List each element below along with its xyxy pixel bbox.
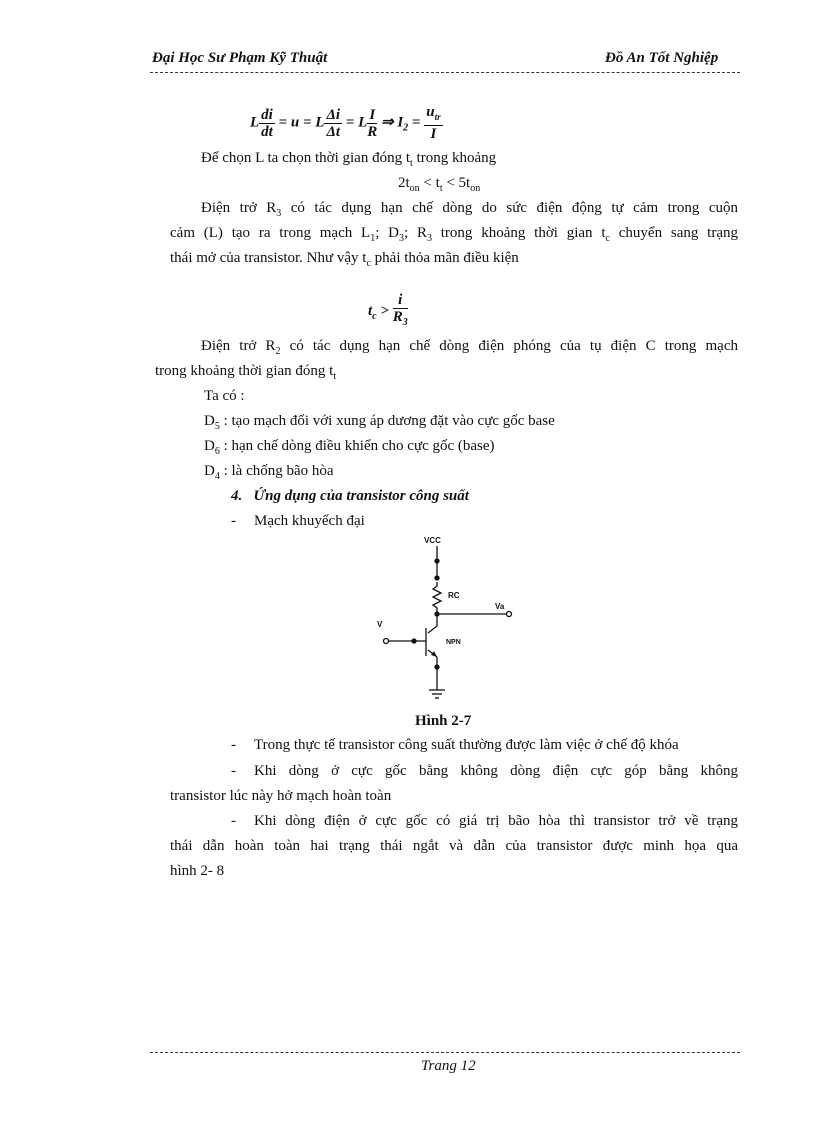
ta-co-label: Ta có : [204, 388, 245, 404]
bullet-item: - Trong thực tế transistor công suất thường được làm việc ở chế độ khóa [231, 737, 679, 753]
va-label: Va [495, 602, 505, 611]
v-label: V [377, 620, 383, 629]
header-left: Đại Học Sư Phạm Kỹ Thuật [152, 50, 328, 66]
bullet-item: - Khi dòng ở cực gốc bằng không dòng điện cực góp bằng không [231, 763, 738, 779]
header-divider [150, 72, 740, 73]
npn-amplifier-circuit [370, 530, 530, 710]
bullet-continuation: thái dẫn hoàn toàn hai trạng thái ngắt và dẫn của transistor được minh họa qua [170, 838, 738, 854]
paragraph-r2-line2: trong khoảng thời gian đóng $t_t$ [155, 363, 337, 382]
npn-label: NPN [446, 639, 461, 646]
section-heading: 4. Ứng dụng của transistor công suất [231, 488, 469, 504]
page-number: Trang 12 [421, 1058, 476, 1074]
bullet-continuation: hình 2- 8 [170, 863, 225, 879]
equation-inductance: L $\frac{di}{dt}$ = u = L $\frac{\Delta i}{\Delta t}$ = L $\frac{I}{R}$ ⇒ $I_2$ = $\frac{u_{tr}}{I}$ [250, 104, 441, 142]
paragraph-choose-l: Để chọn L ta chọn thời gian đóng $t_t$ trong khoảng [201, 150, 497, 169]
bullet-item: - Khi dòng điện ở cực gốc có giá trị bão hòa thì transistor trở về trạng [231, 813, 738, 829]
paragraph-r3-line1: Điện trở $R_3$ có tác dụng hạn chế dòng do sức điện động tự cảm trong cuộn [201, 200, 738, 219]
list-item: $D_6$ : hạn chế dòng điều khiển cho cực gốc (base) [204, 438, 495, 457]
bullet-amplifier: - Mạch khuyếch đại [231, 513, 365, 529]
equation-tc: $t_c$ > $\frac{i}{R_3}$ [368, 292, 408, 328]
paragraph-r3-line3: thái mở của transistor. Như vậy $t_c$ phải thỏa mãn điều kiện [170, 250, 519, 269]
header-right: Đồ An Tốt Nghiệp [605, 50, 719, 66]
inequality-tt: $2t_{on} < t_t < 5t_{on}$ [398, 175, 481, 194]
emitter-arrow-icon [431, 651, 437, 657]
bullet-continuation: transistor lúc này hở mạch hoàn toàn [170, 788, 392, 804]
rc-label: RC [448, 591, 460, 600]
paragraph-r3-line2: cảm (L) tạo ra trong mạch $L_1$; $D_3$; $R_3$ trong khoảng thời gian $t_c$ chuyển sang trạng [170, 225, 738, 244]
figure-caption: Hình 2-7 [415, 713, 472, 729]
vcc-label: VCC [424, 536, 441, 545]
paragraph-r2-line1: Điện trở $R_2$ có tác dụng hạn chế dòng điện phóng của tụ điện C trong mạch [201, 338, 738, 357]
list-item: $D_5$ : tạo mạch đổi với xung áp dương đặt vào cực gốc base [204, 413, 555, 432]
footer-divider [150, 1052, 740, 1053]
list-item: $D_4$ : là chống bão hòa [204, 463, 334, 482]
